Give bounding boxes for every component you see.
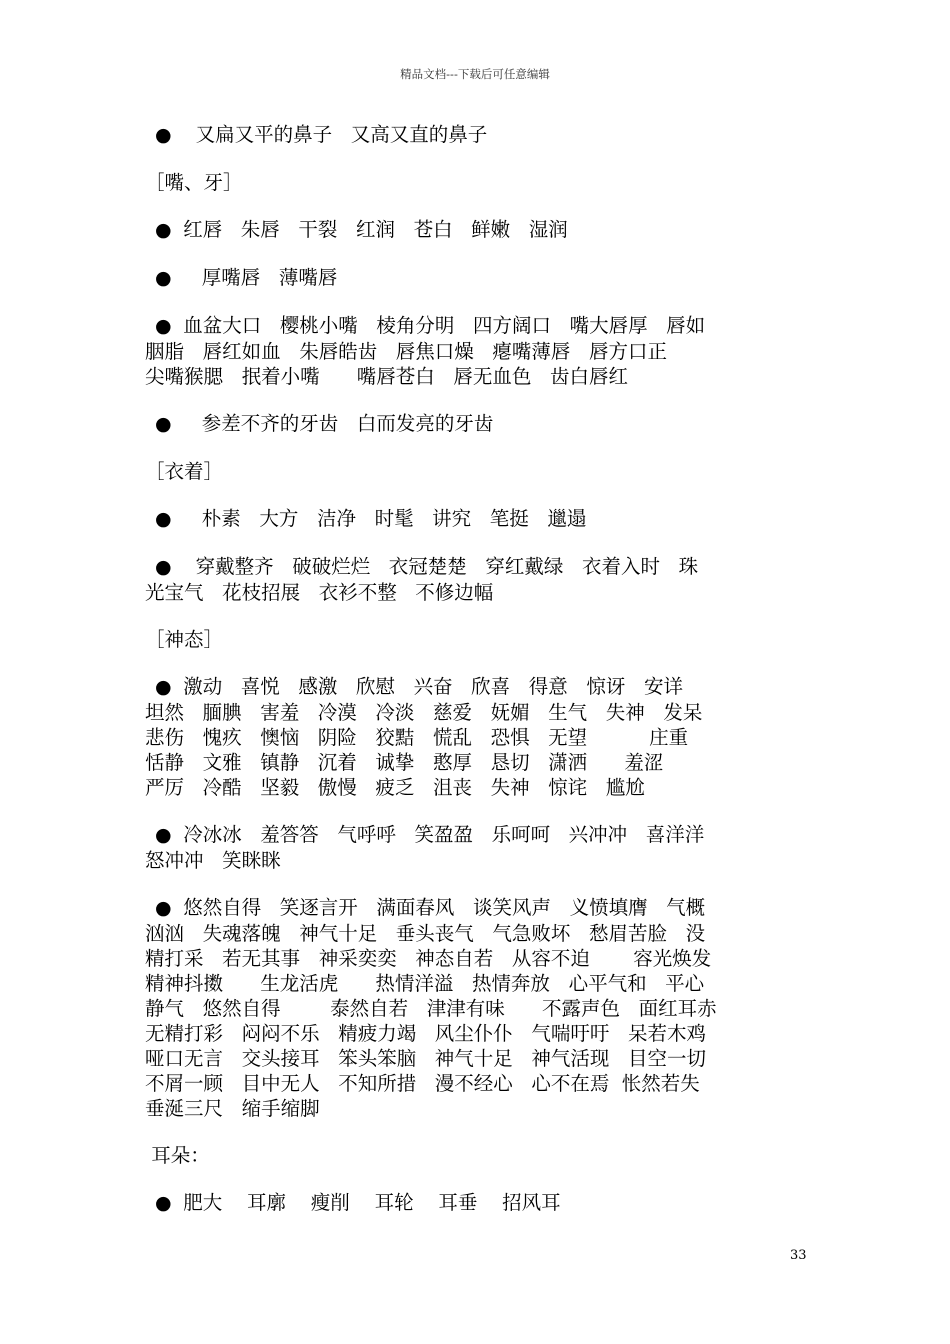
text-content: 不屑一顾 目中无人 不知所措 漫不经心 心不在焉 怅然若失 xyxy=(145,1072,700,1095)
text-line xyxy=(145,506,810,532)
text-line xyxy=(145,1071,810,1096)
text-content: 参差不齐的牙齿 白而发亮的牙齿 xyxy=(177,412,494,435)
text-line xyxy=(145,822,810,848)
text-line xyxy=(145,265,810,291)
text-content: 冷冰冰 羞答答 气呼呼 笑盈盈 乐呵呵 兴冲冲 喜洋洋 xyxy=(177,823,705,846)
text-line xyxy=(145,1046,810,1071)
bullet-paragraph xyxy=(145,313,810,389)
text-line xyxy=(145,996,810,1021)
text-content: 静气 悠然自得 泰然自若 津津有味 不露声色 面红耳赤 xyxy=(145,997,717,1020)
text-content: ［衣着］ xyxy=(145,460,224,483)
text-content: 哑口无言 交头接耳 笨头笨脑 神气十足 神气活现 目空一切 xyxy=(145,1047,706,1070)
text-line xyxy=(145,1021,810,1046)
text-content: 穿戴整齐 破破烂烂 衣冠楚楚 穿红戴绿 衣着入时 珠 xyxy=(177,555,699,578)
text-content: 无精打彩 闷闷不乐 精疲力竭 风尘仆仆 气喘吁吁 呆若木鸡 xyxy=(145,1022,706,1045)
bullet-icon: ● xyxy=(155,315,172,337)
text-line xyxy=(145,339,810,364)
bullet-paragraph xyxy=(145,411,810,437)
text-content: 血盆大口 樱桃小嘴 棱角分明 四方阔口 嘴大唇厚 唇如 xyxy=(177,314,706,337)
text-line xyxy=(145,364,810,389)
text-line xyxy=(145,674,810,700)
text-line xyxy=(145,971,810,996)
text-line xyxy=(145,946,810,971)
category-heading xyxy=(145,1143,810,1168)
text-content: 又扁又平的鼻子 又高又直的鼻子 xyxy=(177,123,488,146)
bullet-icon: ● xyxy=(155,124,172,146)
text-content: 尖嘴猴腮 抿着小嘴 嘴唇苍白 唇无血色 齿白唇红 xyxy=(145,365,628,388)
page-number: 33 xyxy=(790,1248,807,1263)
text-content: 悠然自得 笑逐言开 满面春风 谈笑风声 义愤填膺 气概 xyxy=(177,896,706,919)
text-content: 怒冲冲 笑眯眯 xyxy=(145,849,281,872)
bullet-paragraph xyxy=(145,265,810,291)
text-line xyxy=(145,895,810,921)
text-content: ［嘴、牙］ xyxy=(145,171,243,194)
text-content: 红唇 朱唇 干裂 红润 苍白 鲜嫩 湿润 xyxy=(177,218,568,241)
bullet-icon: ● xyxy=(155,824,172,846)
text-content: 肥大 耳廓 瘦削 耳轮 耳垂 招风耳 xyxy=(177,1191,561,1214)
bullet-paragraph xyxy=(145,1190,810,1216)
bullet-paragraph xyxy=(145,554,810,605)
text-line xyxy=(145,1143,810,1168)
text-line xyxy=(145,554,810,580)
text-line xyxy=(145,580,810,605)
text-content: 厚嘴唇 薄嘴唇 xyxy=(177,266,338,289)
text-content: 胭脂 唇红如血 朱唇皓齿 唇焦口燥 瘪嘴薄唇 唇方口正 xyxy=(145,340,667,363)
document-body xyxy=(145,122,810,1238)
text-line xyxy=(145,313,810,339)
bullet-paragraph xyxy=(145,822,810,873)
text-content: 耳朵： xyxy=(145,1144,210,1167)
bullet-icon: ● xyxy=(155,556,172,578)
text-content: 严厉 冷酷 坚毅 傲慢 疲乏 沮丧 失神 惊诧 尴尬 xyxy=(145,776,645,799)
category-heading xyxy=(145,627,810,652)
text-content: 悲伤 愧疚 懊恼 阴险 狡黠 慌乱 恐惧 无望 庄重 xyxy=(145,726,689,749)
bullet-icon: ● xyxy=(155,413,172,435)
bullet-paragraph xyxy=(145,122,810,148)
category-heading xyxy=(145,459,810,484)
page-header: 精品文档---下载后可任意编辑 xyxy=(400,67,550,81)
text-content: 垂涎三尺 缩手缩脚 xyxy=(145,1097,320,1120)
text-line xyxy=(145,700,810,725)
text-content: 朴素 大方 洁净 时髦 讲究 笔挺 邋遢 xyxy=(177,507,587,530)
bullet-paragraph xyxy=(145,506,810,532)
text-line xyxy=(145,848,810,873)
text-line xyxy=(145,627,810,652)
bullet-icon: ● xyxy=(155,1192,172,1214)
bullet-icon: ● xyxy=(155,267,172,289)
text-content: 汹汹 失魂落魄 神气十足 垂头丧气 气急败坏 愁眉苦脸 没 xyxy=(145,922,706,945)
text-content: 精神抖擞 生龙活虎 热情洋溢 热情奔放 心平气和 平心 xyxy=(145,972,705,995)
text-line xyxy=(145,1190,810,1216)
text-line xyxy=(145,459,810,484)
text-line xyxy=(145,750,810,775)
bullet-icon: ● xyxy=(155,219,172,241)
category-heading xyxy=(145,170,810,195)
bullet-paragraph xyxy=(145,895,810,1121)
text-line xyxy=(145,411,810,437)
text-line xyxy=(145,775,810,800)
bullet-paragraph xyxy=(145,674,810,800)
text-line xyxy=(145,1096,810,1121)
bullet-icon: ● xyxy=(155,897,172,919)
text-line xyxy=(145,921,810,946)
bullet-icon: ● xyxy=(155,508,172,530)
text-content: 精打采 若无其事 神采奕奕 神态自若 从容不迫 容光焕发 xyxy=(145,947,712,970)
text-content: 光宝气 花枝招展 衣衫不整 不修边幅 xyxy=(145,581,494,604)
text-line xyxy=(145,170,810,195)
bullet-paragraph xyxy=(145,217,810,243)
text-content: 恬静 文雅 镇静 沉着 诚挚 憨厚 恳切 潇洒 羞涩 xyxy=(145,751,664,774)
bullet-icon: ● xyxy=(155,676,172,698)
text-content: 坦然 腼腆 害羞 冷漠 冷淡 慈爱 妩媚 生气 失神 发呆 xyxy=(145,701,703,724)
text-content: ［神态］ xyxy=(145,628,224,651)
text-content: 激动 喜悦 感激 欣慰 兴奋 欣喜 得意 惊讶 安详 xyxy=(177,675,683,698)
text-line xyxy=(145,217,810,243)
text-line xyxy=(145,122,810,148)
text-line xyxy=(145,725,810,750)
